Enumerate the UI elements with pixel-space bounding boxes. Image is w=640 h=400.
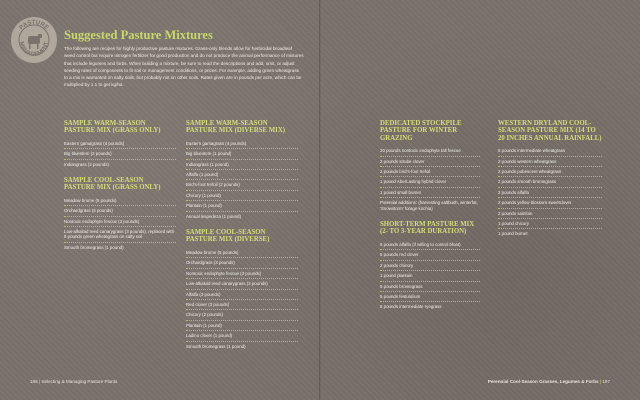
list-item: 1 pound burnet <box>498 228 602 238</box>
list-item: Plantain (1 pound) <box>186 320 298 330</box>
list-item: 2 pounds bird's-foot trefoil <box>380 166 480 176</box>
right-page-number: 187 <box>602 379 610 384</box>
right-running-title: Perennial Cool-Season Grasses, Legumes & Forbs <box>487 379 599 384</box>
warm-grass-heading: SAMPLE WARM-SEASON PASTURE MIX (GRASS ONLY) <box>64 120 161 135</box>
list-item: Potential additions: (harvesting saltbush, winterfat, 'Snowstorm' forage kochia) <box>380 197 480 213</box>
warm-diverse-list <box>186 139 298 221</box>
list-item: Annual lespedeza (1 pound) <box>186 211 298 221</box>
short-term-list <box>380 240 480 312</box>
list-item: 2 pounds western wheatgrass <box>498 156 602 166</box>
list-item: 2 pounds strube clover <box>380 156 480 166</box>
list-item: Indiangrass (2 pounds) <box>64 159 176 169</box>
list-item: Plantain (1 pound) <box>186 200 298 210</box>
cool-diverse-heading: SAMPLE COOL-SEASON PASTURE MIX (DIVERSE) <box>186 229 270 244</box>
list-item: Bird's-foot trefoil (2 pounds) <box>186 179 298 189</box>
stockpile-list <box>380 146 480 213</box>
list-item: 6 pounds alfalfa (if willing to control bloat) <box>380 241 461 247</box>
dryland-heading: WESTERN DRYLAND COOL-SEASON PASTURE MIX (14 TO 20 INCHES ANNUAL RAINFALL) <box>498 120 602 142</box>
list-item: Red clover (3 pounds) <box>186 299 298 309</box>
list-item: Nontoxic endophyte fescue (3 pounds) <box>186 268 298 278</box>
left-running-title: Selecting & Managing Pasture Plants <box>41 379 118 384</box>
column-1 <box>64 120 176 252</box>
list-item: Chicory (1 pound) <box>186 190 298 200</box>
list-item: 5 pounds red clover <box>380 249 480 259</box>
footer-left <box>30 379 117 384</box>
warm-grass-list <box>64 139 176 169</box>
list-item: 1 pound AberLasting hybrid clover <box>380 176 480 186</box>
page-gutter <box>319 0 321 400</box>
list-item: 5 pounds festulolium <box>380 291 480 301</box>
page-title: Suggested Pasture Mixtures <box>64 28 213 42</box>
pasture-management-badge-icon <box>10 16 58 64</box>
list-item: 1 pound chicory <box>498 218 602 228</box>
list-item: Orchardgrass (5 pounds) <box>64 205 176 215</box>
list-item: 5 pounds bromegrass <box>380 281 480 291</box>
stockpile-heading: DEDICATED STOCKPILE PASTURE FOR WINTER GRAZING <box>380 120 462 142</box>
list-item: 2 pounds pubescent wheatgrass <box>498 166 602 176</box>
list-item: 20 pounds nontoxic endophyte tall fescue <box>380 148 461 154</box>
list-item: Meadow brome (5 pounds) <box>186 249 239 255</box>
footer-right <box>488 379 610 384</box>
cool-grass-heading: SAMPLE COOL-SEASON PASTURE MIX (GRASS ONLY) <box>64 177 161 192</box>
list-item: 6 pounds intermediate wheatgrass <box>498 148 566 154</box>
column-3 <box>380 120 480 312</box>
intro-paragraph: The following are recipes for highly productive pasture mixtures. Grass-only blends allow for herbicidal broadleaf weed control but require nitrogen fertilizer for good production and do not produce the animal performance of mixtures that include legumes and forbs. When building a mixture, be sure to read the descriptions and add, omit, or adjust seeding rates of components to fit soil or management conditions, or prices. For example, adding green wheatgrass to a mix is warranted on salty soils, but probably not on other soils. Rates given are in pounds per acre, which can be multiplied by 1.1 to get kg/ha. <box>64 46 304 88</box>
list-item: Smooth bromegrass (1 pound) <box>64 242 176 252</box>
list-item: Alfalfa (3 pounds) <box>186 289 298 299</box>
short-term-heading: SHORT-TERM PASTURE MIX (2- TO 3-YEAR DURATION) <box>380 221 475 236</box>
list-item: Alfalfa (1 pound) <box>186 169 298 179</box>
list-item: Low-alkaloid reed canarygrass (2 pounds) <box>186 278 298 288</box>
list-item: 1 pound small burnet <box>380 187 480 197</box>
list-item: 2 pounds yellow blossom sweetclover <box>498 197 602 207</box>
list-item: Indiangrass (1 pound) <box>186 159 298 169</box>
list-item: 5 pounds intermediate ryegrass <box>380 301 480 311</box>
list-item: 1 pound plantain <box>380 270 480 280</box>
list-item: Eastern gamagrass (4 pounds) <box>64 140 125 146</box>
dryland-list <box>498 146 602 239</box>
list-item: Ladino clover (1 pound) <box>186 330 298 340</box>
list-item: Meadow brome (5 pounds) <box>64 197 117 203</box>
badge-text-bottom: MANAGEMENT <box>17 41 51 59</box>
warm-diverse-heading: SAMPLE WARM-SEASON PASTURE MIX (DIVERSE MIX) <box>186 120 285 135</box>
column-4 <box>498 120 602 239</box>
list-item: 2 pounds chicory <box>380 260 480 270</box>
column-2 <box>186 120 298 351</box>
list-item: Eastern gamagrass (4 pounds) <box>186 140 247 146</box>
list-item: Nontoxic endophyte fescue (3 pounds) <box>64 216 176 226</box>
footer-separator: | <box>38 379 42 384</box>
list-item: 2 pounds alfalfa <box>498 187 602 197</box>
footer-separator: | <box>599 379 603 384</box>
cool-grass-list <box>64 196 176 252</box>
left-page-number: 186 <box>30 379 38 384</box>
list-item: Big bluestem (1 pound) <box>186 148 298 158</box>
list-item: Smooth bromegrass (1 pound) <box>186 341 298 351</box>
list-item: Big bluestem (2 pounds) <box>64 148 176 158</box>
badge-text-top: PASTURE <box>18 19 50 32</box>
list-item: Chicory (2 pounds) <box>186 309 298 319</box>
cool-diverse-list <box>186 248 298 351</box>
list-item: Orchardgrass (3 pounds) <box>186 257 298 267</box>
list-item: Low-alkaloid reed canarygrass (3 pounds), replaced with 8 pounds green wheatgrass on salty soil <box>64 226 176 242</box>
list-item: 2 pounds sainfoin <box>498 208 602 218</box>
list-item: 2 pounds smooth bromegrass <box>498 176 602 186</box>
